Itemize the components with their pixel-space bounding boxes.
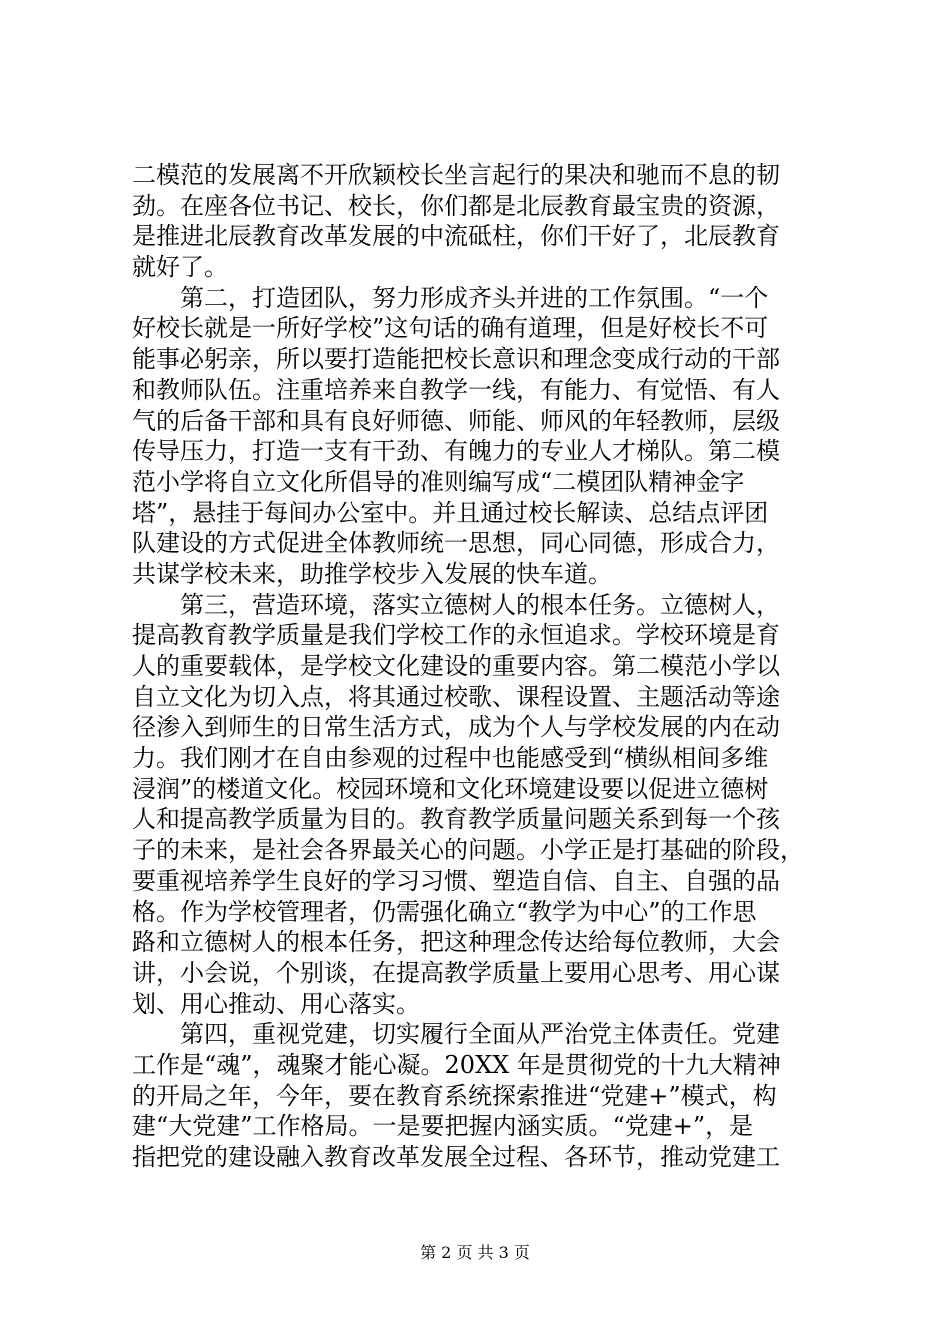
text-line: 划、用心推动、用心落实。 [132,989,420,1018]
text-line: 路和立德树人的根本任务，把这种理念传达给每位教师，大会 [132,928,780,957]
text-line: 格。作为学校管理者，仍需强化确立“教学为中心”的工作思 [132,897,757,926]
text-line: 子的未来，是社会各界最关心的问题。小学正是打基础的阶段， [132,836,804,865]
text-line: 范小学将自立文化所倡导的准则编写成“二模团队精神金字 [132,467,745,496]
text-line: 队建设的方式促进全体教师统一思想，同心同德，形成合力， [132,529,780,558]
text-line: 工作是“魂”，魂聚才能心凝。20XX 年是贯彻党的十九大精神 [132,1050,781,1079]
text-line: 指把党的建设融入教育改革发展全过程、各环节，推动党建工 [132,1143,780,1171]
text-line: 共谋学校未来，助推学校步入发展的快车道。 [132,559,612,588]
text-line: 好校长就是一所好学校”这句话的确有道理，但是好校长不可 [132,314,769,343]
text-line: 是推进北辰教育改革发展的中流砥柱，你们干好了，北辰教育 [132,222,780,251]
text-line: 径渗入到师生的日常生活方式，成为个人与学校发展的内在动 [132,713,780,742]
text-line: 能事必躬亲，所以要打造能把校长意识和理念变成行动的干部 [132,345,780,374]
text-line: 人的重要载体，是学校文化建设的重要内容。第二模范小学以 [132,652,780,680]
text-line: 讲，小会说，个别谈，在提高教学质量上要用心思考、用心谋 [132,958,780,987]
text-line: 的开局之年，今年，要在教育系统探索推进“党建+”模式，构 [132,1081,777,1110]
page-footer: 第 2 页 共 3 页 [420,1243,530,1262]
body-text [132,160,832,1173]
text-line: 人和提高教学质量为目的。教育教学质量问题关系到每一个孩 [132,805,780,834]
paragraph-first-line: 第二，打造团队，努力形成齐头并进的工作氛围。“一个 [180,283,769,312]
text-line: 提高教育教学质量是我们学校工作的永恒追求。学校环境是育 [132,621,780,650]
text-line: 浸润”的楼道文化。校园环境和文化环境建设要以促进立德树 [132,774,769,803]
text-line: 劲。在座各位书记、校长，你们都是北辰教育最宝贵的资源， [132,191,780,220]
text-line: 力。我们刚才在自由参观的过程中也能感受到“横纵相间多维 [132,744,769,773]
text-line: 二模范的发展离不开欣颖校长坐言起行的果决和驰而不息的韧 [132,161,780,189]
text-line: 建“大党建”工作格局。一是要把握内涵实质。“党建+”，是 [132,1112,754,1141]
text-line: 和教师队伍。注重培养来自教学一线，有能力、有觉悟、有人 [132,375,780,404]
text-line: 要重视培养学生良好的学习习惯、塑造自信、自主、自强的品 [132,866,780,895]
text-line: 气的后备干部和具有良好师德、师能、师风的年轻教师，层级 [132,406,780,435]
paragraph-first-line: 第三，营造环境，落实立德树人的根本任务。立德树人， [180,590,780,619]
text-line: 就好了。 [132,253,228,282]
text-line: 塔”，悬挂于每间办公室中。并且通过校长解读、总结点评团 [132,498,769,527]
paragraph-first-line: 第四，重视党建，切实履行全面从严治党主体责任。党建 [180,1020,780,1049]
text-line: 自立文化为切入点，将其通过校歌、课程设置、主题活动等途 [132,682,780,711]
text-line: 传导压力，打造一支有干劲、有魄力的专业人才梯队。第二模 [132,437,780,466]
